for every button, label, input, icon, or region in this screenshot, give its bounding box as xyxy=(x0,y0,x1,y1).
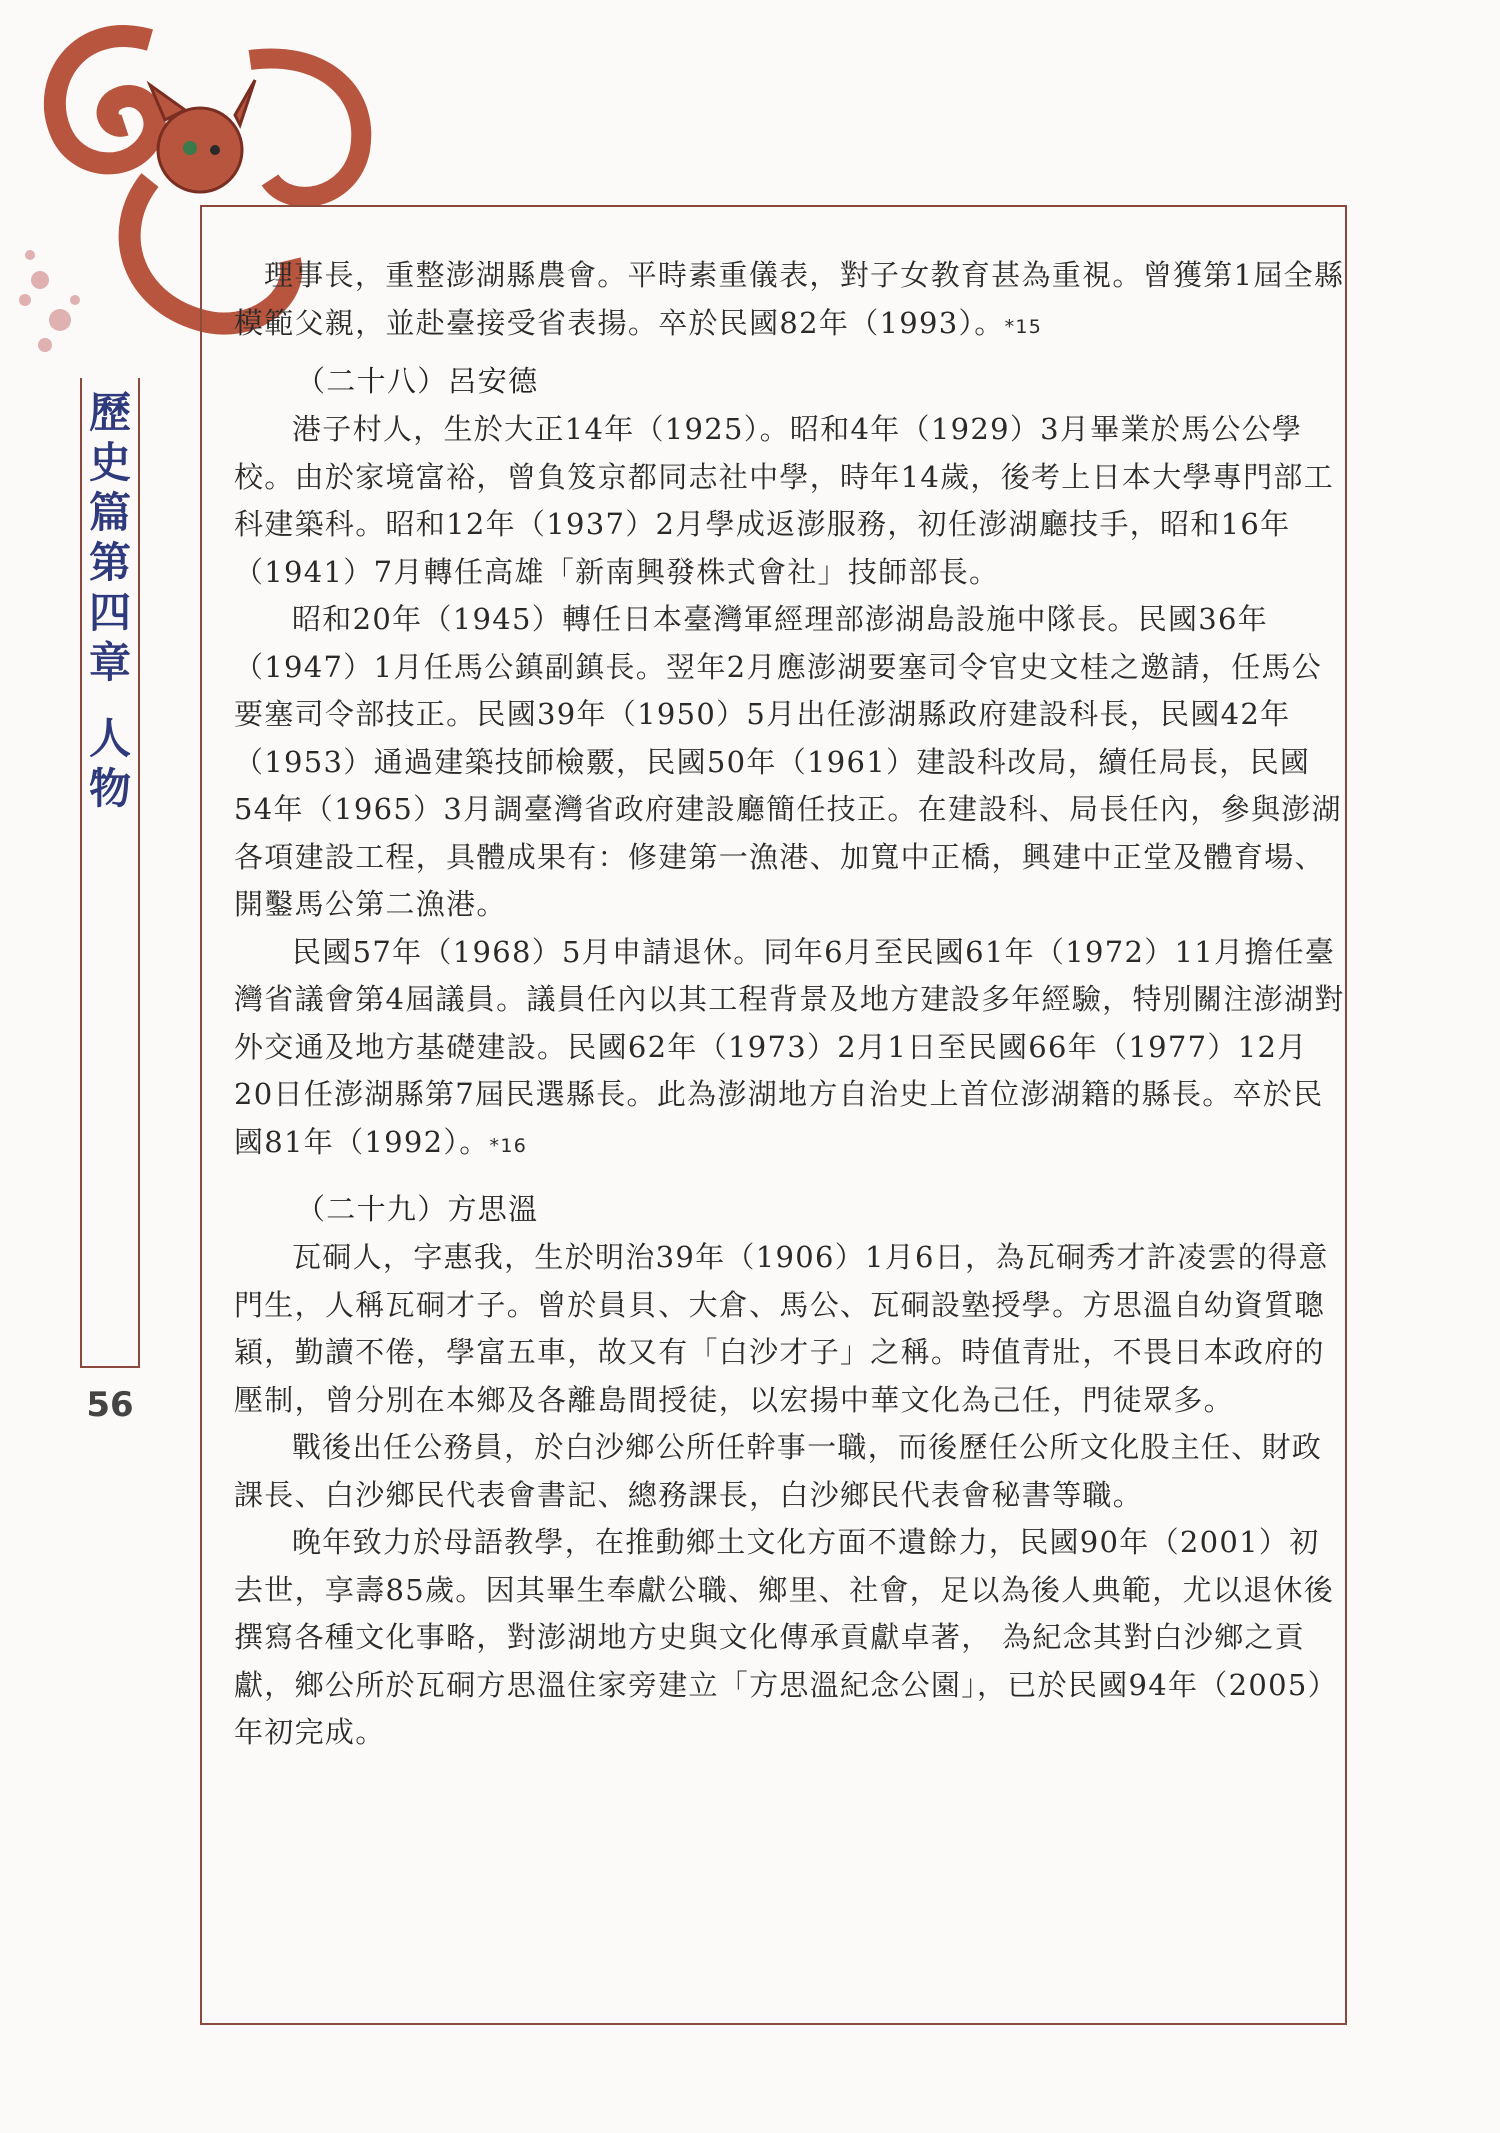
paragraph: 晚年致力於母語教學，在推動鄉土文化方面不遺餘力，民國90年（2001）初去世，享壽85歲。因其畢生奉獻公職、鄉里、社會，足以為後人典範，尤以退休後撰寫各種文化事略，對澎湖地方史與文化傳承貢獻卓著， 為紀念其對白沙鄉之貢獻，鄉公所於瓦硐方思溫住家旁建立「方思溫紀念公園」，已於民國94年（2005）年初完成。 xyxy=(234,1525,1338,1749)
chapter-title-char: 四 xyxy=(88,588,131,637)
chapter-title-char: 篇 xyxy=(88,488,131,537)
paragraph xyxy=(234,929,1346,1171)
intro-paragraph xyxy=(234,252,1346,351)
footnote-ref: *16 xyxy=(489,1134,528,1157)
chapter-title-char: 物 xyxy=(88,764,131,813)
chapter-title xyxy=(80,388,140,814)
paragraph: 戰後出任公務員，於白沙鄉公所任幹事一職，而後歷任公所文化股主任、財政課長、白沙鄉民代表會書記、總務課長，白沙鄉民代表會秘書等職。 xyxy=(234,1430,1323,1512)
section-heading: （二十八）呂安德 xyxy=(296,364,539,398)
chapter-title-char: 史 xyxy=(88,438,131,487)
chapter-title-char: 人 xyxy=(88,714,131,763)
page-number: 56 xyxy=(86,1385,134,1425)
chapter-title-char: 章 xyxy=(88,638,131,687)
body-text xyxy=(234,252,1346,1757)
paragraph: 昭和20年（1945）轉任日本臺灣軍經理部澎湖島設施中隊長。民國36年（1947）1月任馬公鎮副鎮長。翌年2月應澎湖要塞司令官史文桂之邀請，任馬公要塞司令部技正。民國39年（1950）5月出任澎湖縣政府建設科長，民國42年（1953）通過建築技師檢覈，民國50年（1961）建設科改局，續任局長，民國54年（1965）3月調臺灣省政府建設廳簡任技正。在建設科、局長任內，參與澎湖各項建設工程，具體成果有：修建第一漁港、加寬中正橋，興建中正堂及體育場、開鑿馬公第二漁港。 xyxy=(234,602,1342,921)
paragraph: 港子村人，生於大正14年（1925）。昭和4年（1929）3月畢業於馬公公學校。由於家境富裕，曾負笈京都同志社中學，時年14歲，後考上日本大學專門部工科建築科。昭和12年（1937）2月學成返澎服務，初任澎湖廳技手，昭和16年（1941）7月轉任高雄「新南興發株式會社」技師部長。 xyxy=(234,412,1335,589)
paragraph: 瓦硐人，字惠我，生於明治39年（1906）1月6日，為瓦硐秀才許凌雲的得意門生，人稱瓦硐才子。曾於員貝、大倉、馬公、瓦硐設塾授學。方思溫自幼資質聰穎，勤讀不倦，學富五車，故又有「白沙才子」之稱。時值青壯，不畏日本政府的壓制，曾分別在本鄉及各離島間授徒，以宏揚中華文化為己任，門徒眾多。 xyxy=(234,1240,1329,1417)
chapter-title-char: 第 xyxy=(88,538,131,587)
paragraph-text: 民國57年（1968）5月申請退休。同年6月至民國61年（1972）11月擔任臺灣省議會第4屆議員。議員任內以其工程背景及地方建設多年經驗，特別關注澎湖對外交通及地方基礎建設。民國62年（1973）2月1日至民國66年（1977）12月20日任澎湖縣第7屆民選縣長。此為澎湖地方自治史上首位澎湖籍的縣長。卒於民國81年（1992）。 xyxy=(234,934,1345,1159)
intro-text: 理事長，重整澎湖縣農會。平時素重儀表，對子女教育甚為重視。曾獲第1屆全縣模範父親，並赴臺接受省表揚。卒於民國82年（1993）。 xyxy=(234,258,1345,340)
section-heading: （二十九）方思溫 xyxy=(296,1192,539,1226)
footnote-ref: *15 xyxy=(1004,315,1043,338)
chapter-title-char: 歷 xyxy=(88,388,131,437)
